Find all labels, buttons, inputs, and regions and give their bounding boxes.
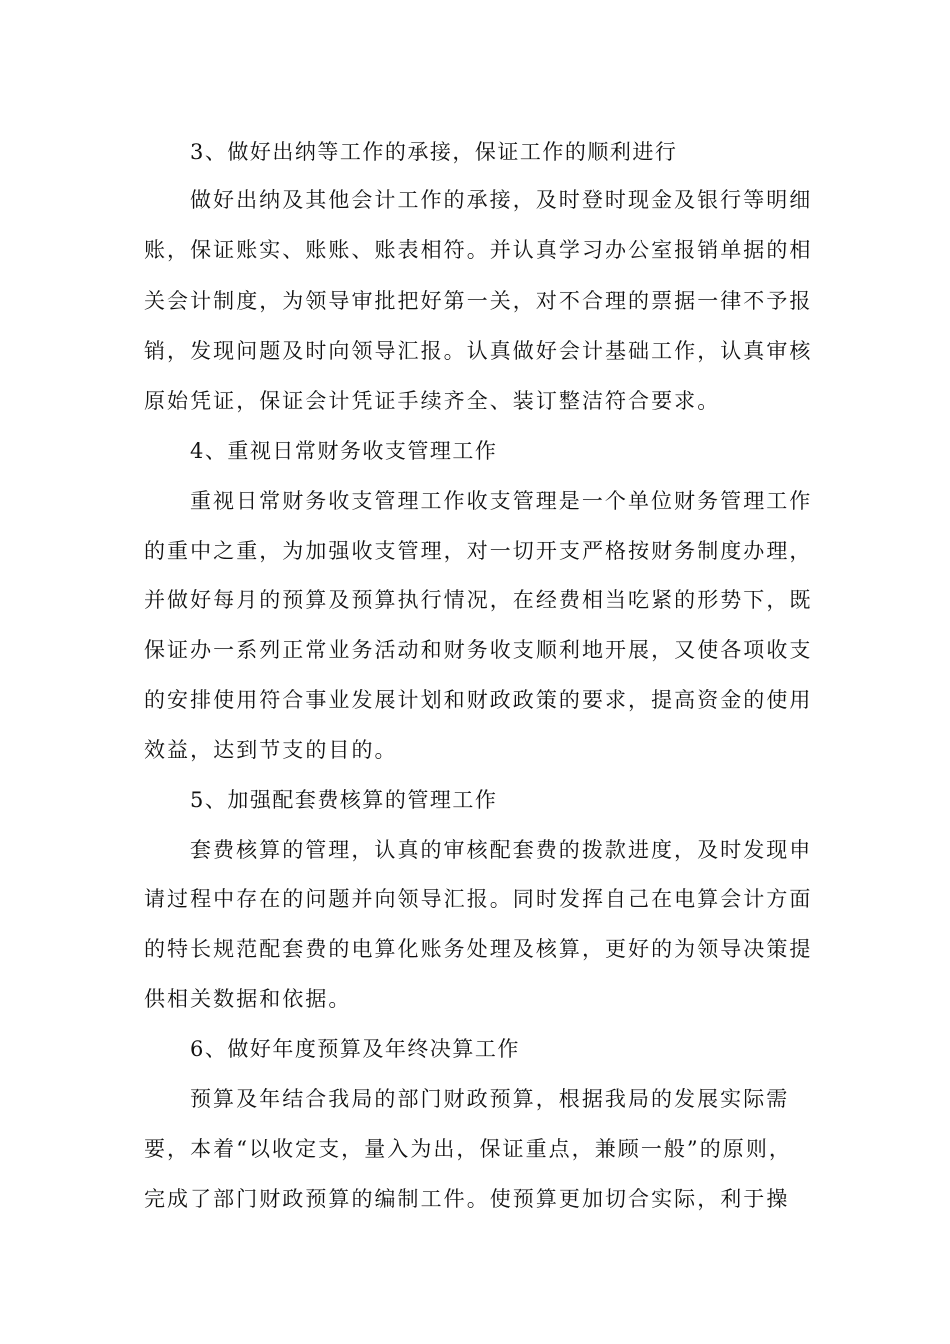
paragraph-line: 预算及年结合我局的部门财政预算，根据我局的发展实际需 — [190, 1087, 790, 1111]
paragraph-line: 的特长规范配套费的电算化账务处理及核算，更好的为领导决策提 — [144, 937, 813, 961]
paragraph-line: 的重中之重，为加强收支管理，对一切开支严格按财务制度办理， — [144, 539, 813, 563]
section-heading-5: 5、加强配套费核算的管理工作 — [190, 788, 498, 812]
paragraph-line: 账，保证账实、账账、账表相符。并认真学习办公室报销单据的相 — [144, 238, 813, 262]
paragraph-line: 完成了部门财政预算的编制工件。使预算更加切合实际，利于操 — [144, 1187, 790, 1211]
paragraph-line: 效益，达到节支的目的。 — [144, 738, 398, 762]
paragraph-line: 并做好每月的预算及预算执行情况，在经费相当吃紧的形势下，既 — [144, 588, 813, 612]
paragraph-line: 的安排使用符合事业发展计划和财政政策的要求，提高资金的使用 — [144, 688, 813, 712]
paragraph-line: 做好出纳及其他会计工作的承接，及时登时现金及银行等明细 — [190, 188, 813, 212]
paragraph-line: 销，发现问题及时向领导汇报。认真做好会计基础工作，认真审核 — [144, 339, 813, 363]
section-heading-4: 4、重视日常财务收支管理工作 — [190, 439, 498, 463]
paragraph-line: 关会计制度，为领导审批把好第一关，对不合理的票据一律不予报 — [144, 289, 813, 313]
paragraph-line: 套费核算的管理，认真的审核配套费的拨款进度，及时发现申 — [190, 838, 813, 862]
paragraph-line: 原始凭证，保证会计凭证手续齐全、装订整洁符合要求。 — [144, 389, 721, 413]
paragraph-line: 重视日常财务收支管理工作收支管理是一个单位财务管理工作 — [190, 489, 813, 513]
section-heading-6: 6、做好年度预算及年终决算工作 — [190, 1037, 520, 1061]
paragraph-line: 供相关数据和依据。 — [144, 987, 352, 1011]
paragraph-line: 要，本着“以收定支，量入为出，保证重点，兼顾一般”的原则， — [144, 1137, 792, 1161]
paragraph-line: 请过程中存在的问题并向领导汇报。同时发挥自己在电算会计方面 — [144, 887, 813, 911]
paragraph-line: 保证办一系列正常业务活动和财务收支顺利地开展，又使各项收支 — [144, 638, 813, 662]
section-heading-3: 3、做好出纳等工作的承接，保证工作的顺利进行 — [190, 140, 678, 164]
